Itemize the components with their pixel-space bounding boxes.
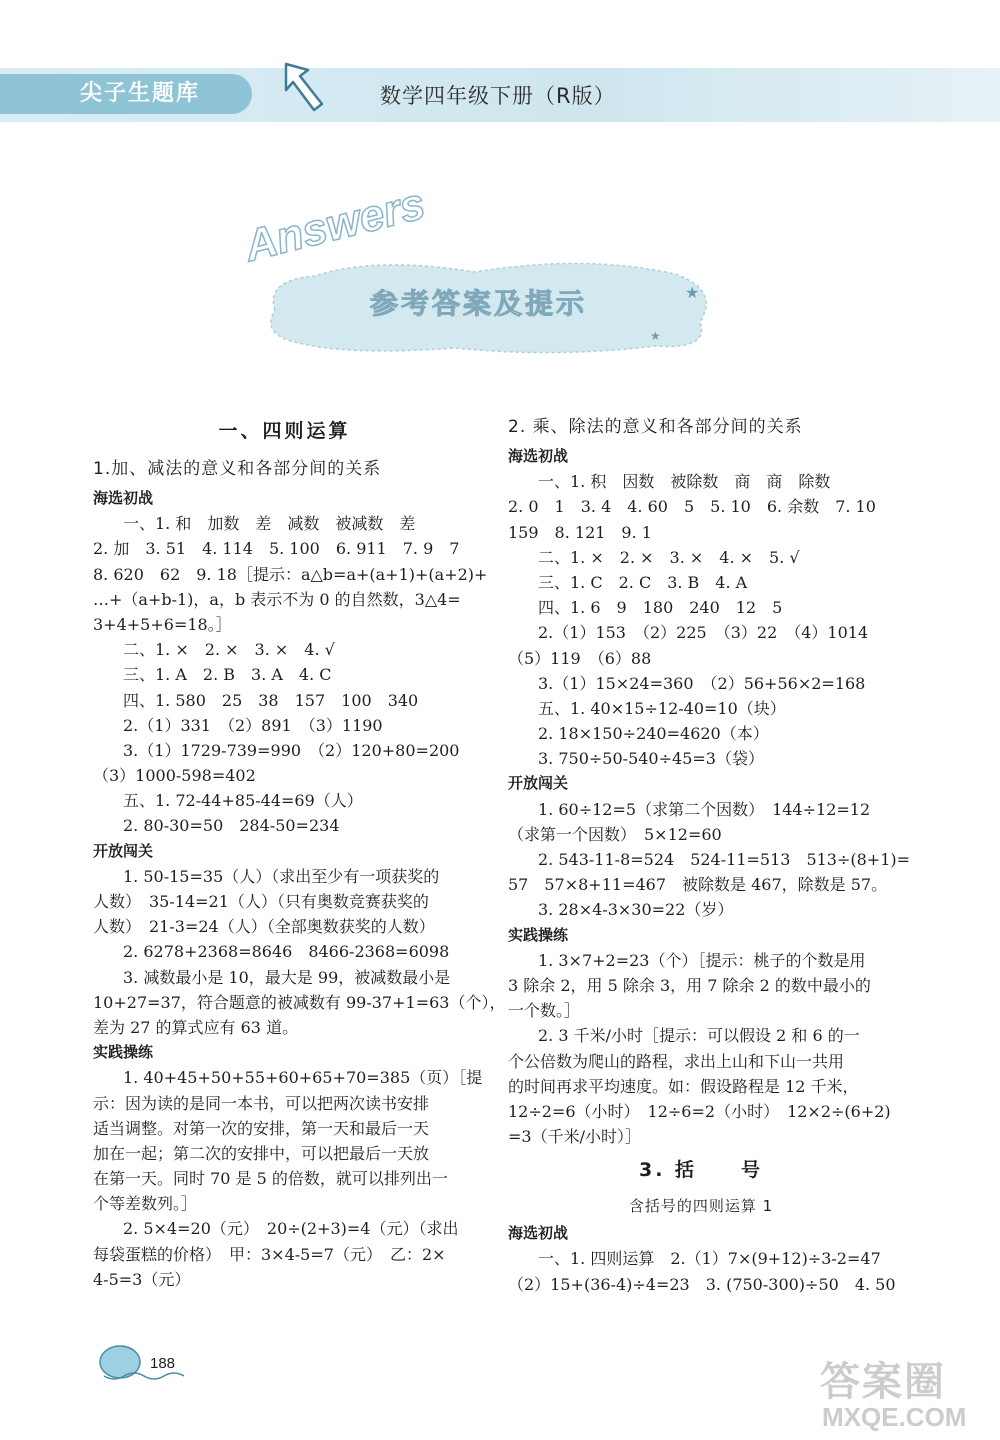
text-line: 二、1. × 2. × 3. × 4. √ bbox=[123, 640, 335, 660]
text-line: 一、1. 和 加数 差 减数 被减数 差 bbox=[123, 514, 416, 534]
exercise-label: 实践操练 bbox=[93, 1043, 154, 1062]
text-line: 2. 543-11-8=524 524-11=513 513÷(8+1)= bbox=[538, 850, 911, 869]
text-line: 2. 80-30=50 284-50=234 bbox=[123, 816, 340, 836]
exercise-label: 海选初战 bbox=[508, 447, 569, 465]
text-line: 人数） 21-3=24（人）（全部奥数获奖的人数） bbox=[93, 917, 435, 937]
text-line: 12÷2=6（小时） 12÷6=2（小时） 12×2÷(6+2) bbox=[508, 1101, 891, 1121]
text-line: 一、1. 四则运算 2.（1）7×(9+12)÷3-2=47 bbox=[538, 1249, 881, 1269]
book-title: 数学四年级下册（R版） bbox=[380, 84, 616, 108]
text-line: 2. 6278+2368=8646 8466-2368=6098 bbox=[123, 942, 450, 962]
text-line: 人数） 35-14=21（人）（只有奥数竞赛获奖的 bbox=[93, 892, 429, 911]
text-line: 适当调整。对第一次的安排，第一天和最后一天 bbox=[93, 1118, 430, 1138]
exercise-label: 实践操练 bbox=[508, 925, 569, 944]
right-column bbox=[508, 410, 911, 1297]
text-line: 个公倍数为爬山的路程，求出上山和下山一共用 bbox=[508, 1051, 845, 1071]
section-heading: 1.加、减法的意义和各部分间的关系 bbox=[93, 459, 382, 479]
text-line: 1. 40+45+50+55+60+65+70=385（页）［提 bbox=[123, 1068, 483, 1088]
text-line: 每袋蛋糕的价格） 甲：3×4-5=7（元） 乙：2× bbox=[93, 1244, 446, 1264]
text-line: （3）1000-598=402 bbox=[93, 766, 256, 786]
text-line: 2. 3 千米/小时［提示：可以假设 2 和 6 的一 bbox=[538, 1026, 860, 1046]
text-line: 1. 3×7+2=23（个）［提示：桃子的个数是用 bbox=[538, 950, 866, 970]
svg-text:★: ★ bbox=[650, 329, 661, 343]
text-line: 3. 750÷50-540÷45=3（袋） bbox=[538, 749, 764, 769]
arrow-icon bbox=[278, 60, 328, 116]
text-line: 2.（1）153 （2）225 （3）22 （4）1014 bbox=[538, 623, 869, 643]
text-line: 三、1. A 2. B 3. A 4. C bbox=[123, 665, 332, 685]
text-line: （5）119 （6）88 bbox=[508, 648, 652, 668]
text-line: 五、1. 72-44+85-44=69（人） bbox=[123, 791, 363, 811]
text-line: 个等差数列。］ bbox=[93, 1194, 198, 1214]
text-line: 3.（1）1729-739=990 （2）120+80=200 bbox=[123, 740, 460, 760]
watermark: 答案圈 bbox=[820, 1359, 946, 1405]
text-line: 8. 620 62 9. 18［提示：a△b=a+(a+1)+(a+2)+ bbox=[93, 564, 488, 584]
subsection-heading: 含括号的四则运算 1 bbox=[628, 1197, 774, 1216]
text-line: 10+27=37，符合题意的被减数有 99-37+1=63（个）， bbox=[93, 992, 506, 1012]
exercise-label: 开放闯关 bbox=[508, 774, 569, 793]
text-line: 四、1. 580 25 38 157 100 340 bbox=[123, 690, 419, 710]
text-line: 3. 减数最小是 10，最大是 99，被减数最小是 bbox=[123, 967, 451, 987]
text-line: 五、1. 40×15÷12-40=10（块） bbox=[538, 698, 786, 718]
page-number: 188 bbox=[150, 1355, 176, 1372]
text-line: 57 57×8+11=467 被除数是 467，除数是 57。 bbox=[508, 875, 888, 895]
text-line: 二、1. × 2. × 3. × 4. × 5. √ bbox=[538, 547, 800, 567]
exercise-label: 开放闯关 bbox=[93, 841, 154, 860]
text-line: 3 除余 2，用 5 除余 3，用 7 除余 2 的数中最小的 bbox=[508, 975, 871, 995]
exercise-label: 海选初战 bbox=[508, 1224, 569, 1243]
text-line: 差为 27 的算式应有 63 道。 bbox=[93, 1017, 299, 1037]
text-line: 2. 0 1 3. 4 4. 60 5 5. 10 6. 余数 7. 10 bbox=[508, 497, 876, 517]
text-line: 4-5=3（元） bbox=[93, 1269, 191, 1289]
text-line: （求第一个因数） 5×12=60 bbox=[508, 824, 722, 844]
banner-title: 参考答案及提示 bbox=[370, 287, 588, 320]
brand-label: 尖子生题库 bbox=[0, 74, 252, 114]
text-line: 1. 60÷12=5（求第二个因数） 144÷12=12 bbox=[538, 799, 871, 819]
exercise-label: 海选初战 bbox=[93, 489, 154, 507]
text-line: 2.（1）331 （2）891 （3）1190 bbox=[123, 715, 383, 735]
text-line: 2. 5×4=20（元） 20÷(2+3)=4（元）（求出 bbox=[123, 1219, 459, 1239]
text-line: 3+4+5+6=18。］ bbox=[93, 614, 232, 634]
text-line: 一、1. 积 因数 被除数 商 商 除数 bbox=[538, 472, 831, 492]
banner-decor-word: Answers bbox=[239, 179, 430, 272]
text-line: 159 8. 121 9. 1 bbox=[508, 522, 652, 542]
text-line: 2. 18×150÷240=4620（本） bbox=[538, 724, 769, 744]
chapter-heading: 3. 括 号 bbox=[638, 1159, 764, 1182]
text-line: …+（a+b-1)，a，b 表示不为 0 的自然数，3△4= bbox=[93, 589, 461, 609]
text-line: =3（千米/小时）］ bbox=[508, 1127, 641, 1147]
text-line: 3.（1）15×24=360 （2）56+56×2=168 bbox=[538, 673, 866, 693]
left-column bbox=[93, 410, 506, 1292]
section-heading: 2. 乘、除法的意义和各部分间的关系 bbox=[508, 417, 803, 437]
text-line: 在第一天。同时 70 是 5 的倍数，就可以排列出一 bbox=[93, 1169, 448, 1189]
text-line: 示：因为读的是同一本书，可以把两次读书安排 bbox=[93, 1093, 430, 1113]
text-line: 1. 50-15=35（人）（求出至少有一项获奖的 bbox=[123, 866, 440, 886]
text-line: 三、1. C 2. C 3. B 4. A bbox=[538, 572, 748, 592]
text-line: 2. 加 3. 51 4. 114 5. 100 6. 911 7. 9 7 bbox=[93, 539, 460, 559]
text-line: 四、1. 6 9 180 240 12 5 bbox=[538, 598, 783, 618]
text-line: 3. 28×4-3×30=22（岁） bbox=[538, 900, 734, 920]
text-line: （2）15+(36-4)÷4=23 3. (750-300)÷50 4. 50 bbox=[508, 1274, 896, 1294]
text-line: 一个数。］ bbox=[508, 1001, 581, 1021]
watermark-url: MXQE.COM bbox=[822, 1402, 967, 1432]
svg-text:★: ★ bbox=[685, 283, 700, 302]
text-line: 的时间再求平均速度。如：假设路程是 12 千米， bbox=[508, 1076, 859, 1096]
chapter-heading: 一、四则运算 bbox=[218, 420, 351, 442]
text-line: 加在一起；第二次的安排中，可以把最后一天放 bbox=[93, 1143, 430, 1163]
